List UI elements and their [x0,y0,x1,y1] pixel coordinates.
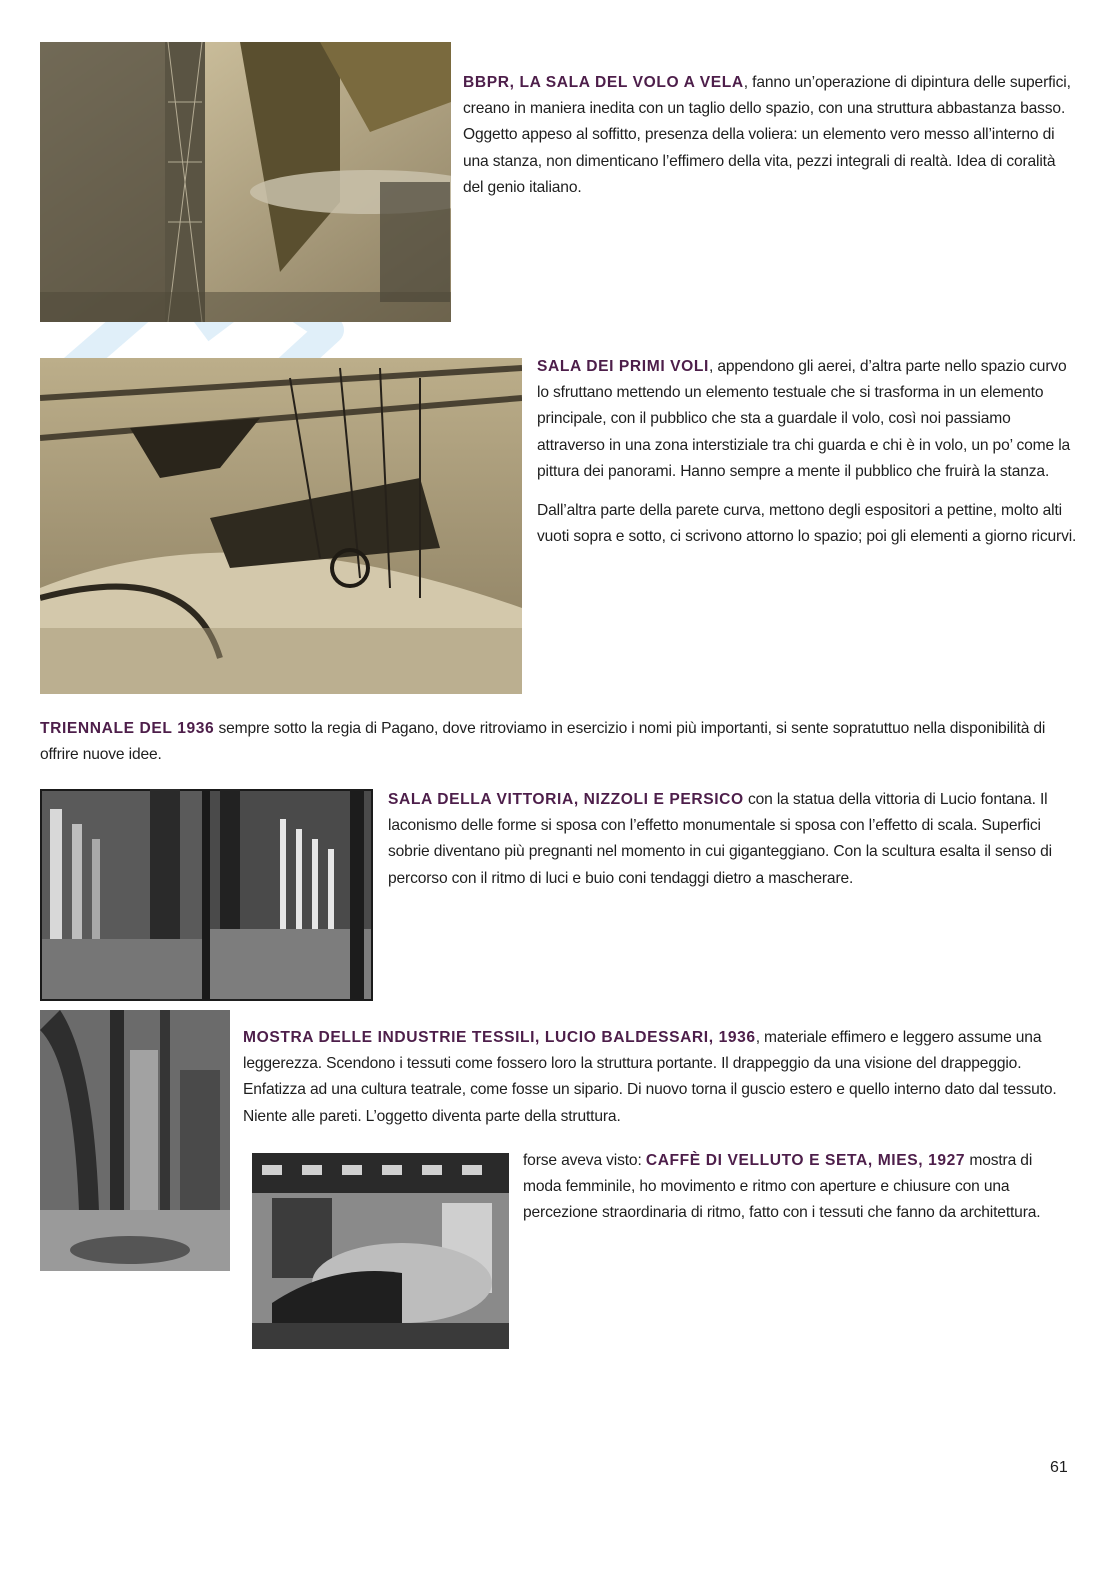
body-primi-voli: , appendono gli aerei, d’altra parte nello spazio curvo lo sfruttano mettendo un elemento testuale che si trasforma in un elemento principale, con il pubblico che sta a guardale il volo, così noi passiamo attraverso in una zona interstiziale tra chi guarda e chi è in volo, un po’ come la pittura dei panorami. Hanno sempre a mente il pubblico che fruirà la stanza. [537,358,1071,480]
body-mies: mostra di moda femminile, ho movimento e ritmo con aperture e chiusure con una percezione straordinaria di ritmo, fatto con i tessuti che fanno da architettura. [523,1152,1041,1222]
photo-caffe-velluto-seta [252,1153,509,1349]
body-vittoria: con la statua della vittoria di Lucio fontana. Il laconismo delle forme si sposa con l’effetto monumentale si sposa con l’effetto di scala. Superfici sobrie diventano più pregnanti nel momento in cui giganteggiano. Con la scultura esalta il senso di percorso con il ritmo di luci e buio coni tendaggi dietro a mascherare. [388,791,1052,887]
heading-primi-voli: SALA DEI PRIMI VOLI [537,358,709,375]
body-primi-voli-2: Dall’altra parte della parete curva, mettono degli espositori a pettine, molto alti vuoti sopra e sotto, ci scrivono attorno lo spazio; poi gli elementi a giorno ricurvi. [537,502,1077,546]
section-triennale [40,716,1076,768]
heading-triennale: TRIENNALE DEL 1936 [40,720,215,737]
photo-sala-volo-a-vela [40,42,451,322]
photo-sala-della-vittoria [40,789,373,1001]
section-primi-voli [537,354,1077,550]
body-tessili: , materiale effimero e leggero assume una leggerezza. Scendono i tessuti come fossero loro la struttura portante. Il drappeggio da una visione del drappeggio. Enfatizza ad una cultura teatrale, come fosse un sipario. Di nuovo torna il guscio estero e quello interno dato dal tessuto. Niente alle pareti. L’oggetto diventa parte della struttura. [243,1029,1057,1125]
photo-mostra-industrie-tessili [40,1010,230,1271]
section-bbpr [463,70,1075,201]
heading-bbpr: BBPR, LA SALA DEL VOLO A VELA [463,74,744,91]
body-bbpr: , fanno un’operazione di dipintura delle superfici, creano in maniera inedita con un taglio dello spazio, con una struttura abbastanza basso. Oggetto appeso al soffitto, presenza della voliera: un elemento vero messo all’interno di una stanza, non dimenticano l’effimero della vita, pezzi integrali di realtà. Idea di coralità del genio italiano. [463,74,1071,196]
section-mies [523,1148,1073,1227]
section-vittoria [388,787,1068,892]
body-triennale: sempre sotto la regia di Pagano, dove ritroviamo in esercizio i nomi più importanti, si sente sopratuttuo nella disponibilità di offrire nuove idee. [40,720,1046,764]
heading-vittoria: SALA DELLA VITTORIA, NIZZOLI E PERSICO [388,791,744,808]
heading-mies: CAFFÈ DI VELLUTO E SETA, MIES, 1927 [645,1152,966,1169]
photo-sala-primi-voli [40,358,522,694]
page-number: 61 [1050,1459,1068,1476]
heading-tessili: MOSTRA DELLE INDUSTRIE TESSILI, LUCIO BALDESSARI, 1936 [243,1029,756,1046]
intro-mies: forse aveva visto: [523,1152,646,1169]
section-tessili [243,1025,1073,1130]
